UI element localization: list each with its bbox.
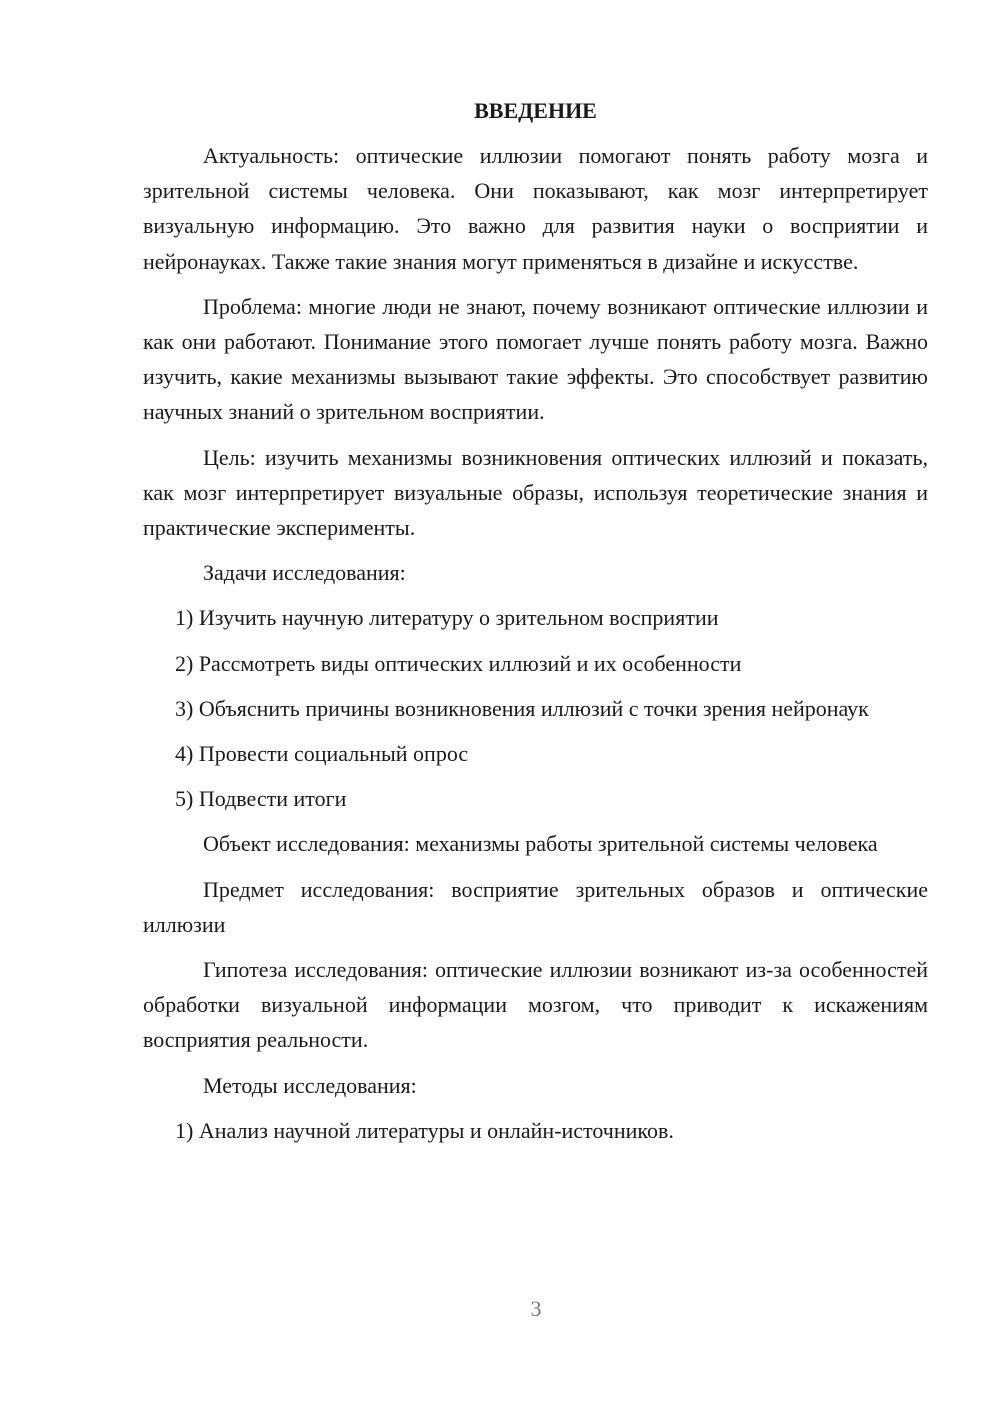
task-item-5: 5) Подвести итоги: [175, 786, 347, 812]
problem-paragraph: Проблема: многие люди не знают, почему возникают оптические иллюзии и как они работают. Понимание этого помогает лучше понять работу мозга. Важно изучить, какие механизмы вызывают такие эффекты. Это способствует развитию научных знаний о зрительном восприятии.: [143, 293, 928, 425]
task-item-4: 4) Провести социальный опрос: [175, 741, 469, 767]
page-content: [143, 93, 928, 1158]
page-title: ВВЕДЕНИЕ: [474, 98, 597, 123]
method-item-1: 1) Анализ научной литературы и онлайн-источников.: [175, 1117, 674, 1143]
relevance-paragraph: Актуальность: оптические иллюзии помогают понять работу мозга и зрительной системы человека. Они показывают, как мозг интерпретирует визуальную информацию. Это важно для развития науки о восприятии и нейронауках. Также такие знания могут применяться в дизайне и искусстве.: [143, 143, 928, 274]
subject-paragraph: Предмет исследования: восприятие зрительных образов и оптические иллюзии: [143, 876, 928, 937]
task-item-2: 2) Рассмотреть виды оптических иллюзий и их особенности: [175, 650, 742, 676]
task-item-1: 1) Изучить научную литературу о зрительном восприятии: [175, 605, 719, 631]
object-paragraph: Объект исследования: механизмы работы зрительной системы человека: [203, 831, 878, 857]
methods-heading: Методы исследования:: [203, 1072, 417, 1098]
page-number: 3: [530, 1296, 542, 1321]
hypothesis-paragraph: Гипотеза исследования: оптические иллюзии возникают из-за особенностей обработки визуальной информации мозгом, что приводит к искажениям восприятия реальности.: [143, 957, 928, 1053]
tasks-heading: Задачи исследования:: [203, 560, 406, 586]
goal-paragraph: Цель: изучить механизмы возникновения оптических иллюзий и показать, как мозг интерпретирует визуальные образы, используя теоретические знания и практические эксперименты.: [143, 444, 928, 541]
task-item-3: 3) Объяснить причины возникновения иллюзий с точки зрения нейронаук: [175, 695, 869, 721]
